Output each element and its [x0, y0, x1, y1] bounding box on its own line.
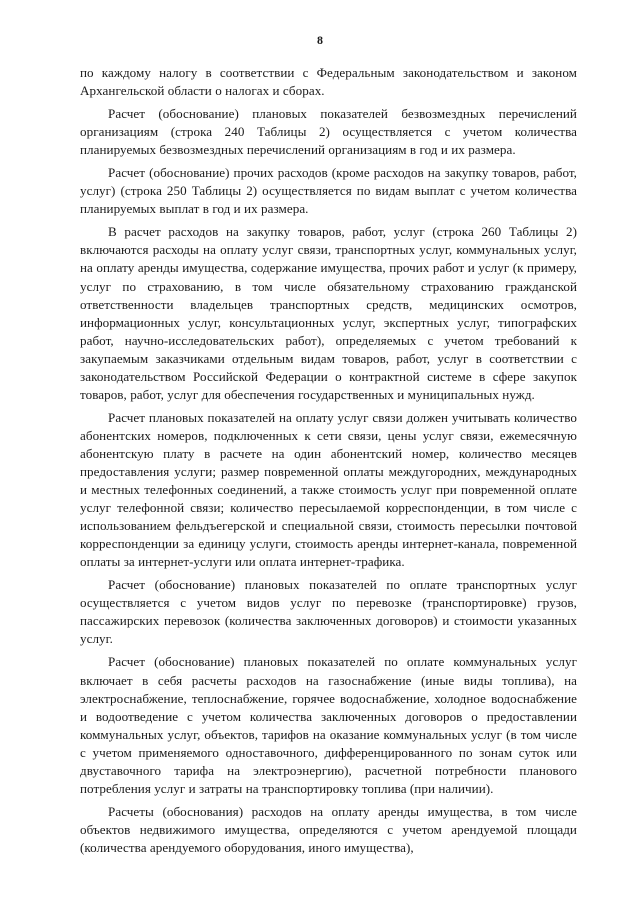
- paragraph-transport-services: Расчет (обоснование) плановых показателей по оплате транспортных услуг осуществляется с учетом видов услуг по перевозке (транспортировке) грузов, пассажирских перевозок (количества заключенных договоров) и стоимости указанных услуг.: [80, 577, 577, 647]
- paragraph-gratuitous-transfers: Расчет (обоснование) плановых показателей безвозмездных перечислений организациям (строка 240 Таблицы 2) осуществляется с учетом количества планируемых безвозмездных перечислений организациям в год и их размера.: [80, 106, 577, 158]
- paragraph-utility-services: Расчет (обоснование) плановых показателей по оплате коммунальных услуг включает в себя расчеты расходов на газоснабжение (иные виды топлива), на электроснабжение, теплоснабжение, горячее водоснабжение, холодное водоснабжение и водоотведение с учетом количества заключенных договоров о предоставлении коммунальных услуг, объектов, тарифов на оказание коммунальных услуг (в том числе с учетом применяемого одноставочного, дифференцированного по зонам суток или двуставочного тарифа на электроэнергию), расчетной потребности планового потребления услуг и затраты на транспортировку топлива (при наличии).: [80, 654, 577, 796]
- paragraph-tax-continuation: по каждому налогу в соответствии с Федеральным законодательством и законом Архангельской области о налогах и сборах.: [80, 65, 577, 99]
- paragraph-other-expenses: Расчет (обоснование) прочих расходов (кроме расходов на закупку товаров, работ, услуг) (строка 250 Таблицы 2) осуществляется по видам выплат с учетом количества планируемых выплат в год и их размера.: [80, 165, 577, 217]
- paragraph-procurement-expenses: В расчет расходов на закупку товаров, работ, услуг (строка 260 Таблицы 2) включаются расходы на оплату услуг связи, транспортных услуг, коммунальных услуг, на оплату аренды имущества, содержание имущества, прочих работ и услуг (к примеру, услуг по страхованию, в том числе обязательному страхованию гражданской ответственности владельцев транспортных средств, медицинских осмотров, информационных услуг, консультационных услуг, экспертных услуг, типографских работ, научно-исследовательских работ), определяемых с учетом требований к закупаемым заказчиками отдельным видам товаров, работ, услуг в соответствии с законодательством Российской Федерации о контрактной системе в сфере закупок товаров, работ, услуг для обеспечения государственных и муниципальных нужд.: [80, 224, 577, 402]
- paragraph-communication-services: Расчет плановых показателей на оплату услуг связи должен учитывать количество абонентских номеров, подключенных к сети связи, цены услуг связи, ежемесячную абонентскую плату в расчете на один абонентский номер, количество месяцев предоставления услуги; размер повременной оплаты междугородних, международных и местных телефонных соединений, а также стоимость услуг при повременной оплате услуг телефонной связи; количество пересылаемой корреспонденции, в том числе с использованием фельдъегерской и специальной связи, стоимость пересылки почтовой корреспонденции за единицу услуги, стоимость аренды интернет-канала, повременной оплаты за интернет-услуги или оплата интернет-трафика.: [80, 409, 577, 570]
- paragraph-property-rent: Расчеты (обоснования) расходов на оплату аренды имущества, в том числе объектов недвижимого имущества, определяются с учетом арендуемой площади (количества арендуемого оборудования, иного имущества),: [80, 803, 577, 855]
- document-body: [80, 64, 577, 862]
- page-number: 8: [317, 33, 323, 47]
